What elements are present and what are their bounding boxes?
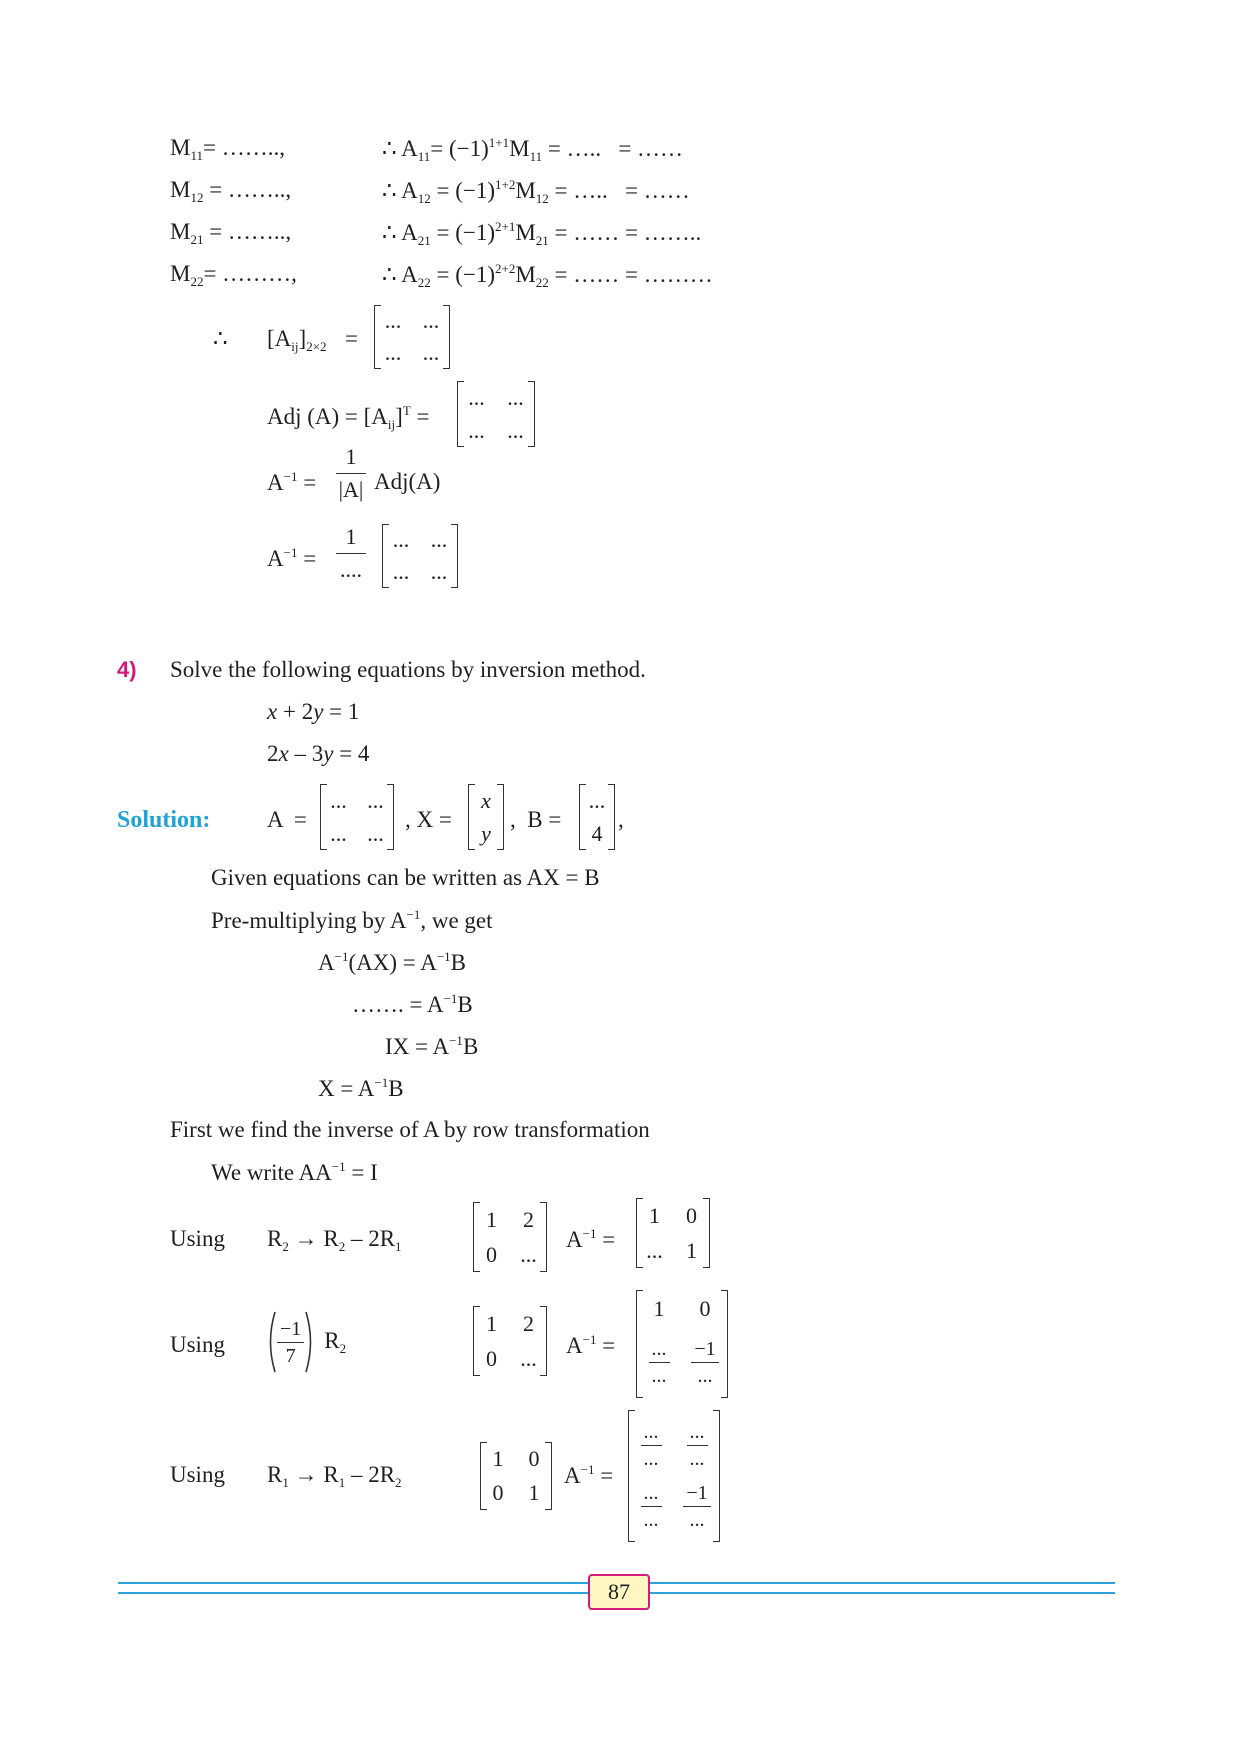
cofactor-a11-line: ∴ $A_{11}= (-1)^{1+1}M_{11}$ = ….. = ……: [382, 135, 684, 164]
solution-label: Solution:: [117, 807, 211, 833]
matrix-cell-fraction: $\frac{...}{...}$: [649, 1339, 670, 1386]
left-paren-icon: [265, 1310, 277, 1374]
question-number: 4): [117, 657, 137, 682]
adj-a-text: Adj(A): [374, 469, 441, 494]
step-1: $A^{-1}(AX) = A^{-1}B$: [318, 949, 467, 975]
matrix-cell: ...: [588, 787, 606, 813]
matrix-cell: ...: [384, 340, 402, 365]
row-operation-1: $R_2 \to R_2 - 2R_1$: [267, 1226, 402, 1254]
row-operation-3: $R_1 \to R_1 - 2R_2$: [267, 1462, 402, 1490]
ainv-label-2: $A^{-1}$ =: [566, 1332, 616, 1358]
inverse-result-fraction: [336, 526, 366, 581]
left-matrix-1: [473, 1202, 547, 1272]
right-matrix-2: [636, 1290, 728, 1398]
matrix-cell-fraction: $\frac{...}{...}$: [641, 1422, 662, 1469]
matrix-cell: ...: [330, 820, 347, 846]
matrix-cell: ...: [384, 308, 402, 333]
step-4: $X = A^{-1}B$: [318, 1075, 404, 1101]
using-label: Using: [170, 1332, 225, 1357]
adj-matrix: [457, 381, 535, 447]
matrix-cell-fraction: $\frac{...}{...}$: [641, 1483, 662, 1530]
matrix-cell: ...: [646, 1237, 663, 1263]
matrix-cell: 1: [492, 1446, 504, 1471]
matrix-cell: ...: [507, 417, 524, 443]
matrix-cell: 1: [486, 1206, 497, 1232]
minor-m11-line: $M_{11}=$ ……..,: [170, 135, 285, 163]
matrix-cell: ...: [330, 787, 347, 813]
cofactor-a21-line: ∴ $A_{21} = (-1)^{2+1}M_{21}$ = …… = ……..: [382, 219, 702, 248]
row-transformation-text: First we find the inverse of A by row transformation: [170, 1117, 650, 1142]
therefore-symbol: ∴: [213, 326, 228, 351]
given-text: Given equations can be written as AX = B: [211, 865, 600, 890]
minor-m12-line: $M_{12}$ = ……..,: [170, 177, 292, 205]
matrix-cell: ...: [430, 527, 448, 552]
right-matrix-3: [628, 1410, 720, 1542]
matrix-cell: 0: [686, 1202, 697, 1228]
matrix-cell: x: [481, 787, 491, 813]
matrix-cell: 0: [486, 1241, 497, 1267]
matrix-cell: 0: [528, 1446, 540, 1471]
cofactor-a12-line: ∴ $A_{12} = (-1)^{1+2}M_{12}$ = ….. = ……: [382, 177, 690, 206]
inverse-fraction: [336, 446, 366, 501]
matrix-cell: ...: [367, 787, 384, 813]
matrix-b-comma: ,: [618, 807, 624, 832]
fraction-denominator: ....: [340, 557, 362, 582]
fraction-numerator: 1: [345, 444, 357, 469]
matrix-cell: 0: [699, 1296, 711, 1321]
minor-m21-line: $M_{21}$ = ……..,: [170, 219, 292, 247]
matrix-cell: 2: [523, 1310, 534, 1336]
matrix-cell: ...: [392, 527, 410, 552]
page-number: 87: [588, 1574, 650, 1610]
inverse-result-lhs: $A^{-1}$ =: [267, 545, 317, 571]
matrix-cell: ...: [468, 417, 485, 443]
left-matrix-2: [473, 1306, 547, 1376]
right-paren-icon: [304, 1310, 316, 1374]
premultiply-text: Pre-multiplying by $A^{-1}$, we get: [211, 907, 493, 933]
equation-1: x + 2y = 1: [267, 699, 360, 724]
left-matrix-3: [480, 1442, 552, 1510]
cofactor-a22-line: ∴ $A_{22} = (-1)^{2+2}M_{22}$ = …… = ………: [382, 261, 713, 290]
step-2: ……. = $A^{-1}B$: [352, 991, 473, 1017]
aij-matrix: [374, 305, 450, 369]
adj-equation: Adj $(A) = [A_{ij}]^T$ =: [267, 403, 430, 432]
ainv-label-3: $A^{-1}$ =: [564, 1462, 614, 1488]
matrix-cell: ...: [468, 384, 485, 410]
matrix-cell: y: [481, 820, 491, 846]
scalar-fraction: $\frac{-1}{7}$: [277, 1319, 304, 1366]
matrix-cell: ...: [507, 384, 524, 410]
using-label: Using: [170, 1462, 225, 1487]
row-operation-2: $\frac{-1}{7}$ $R_2$: [265, 1310, 346, 1374]
matrix-cell-fraction: $\frac{...}{...}$: [687, 1422, 708, 1469]
matrix-cell: 4: [591, 820, 603, 846]
ainv-label-1: $A^{-1}$ =: [566, 1226, 616, 1252]
matrix-cell: ...: [367, 820, 384, 846]
matrix-b-label: , B =: [510, 807, 562, 832]
matrix-b: [579, 784, 615, 850]
matrix-cell-fraction: $\frac{-1}{...}$: [691, 1339, 718, 1386]
minor-m22-line: $M_{22}=$ ………,: [170, 261, 297, 289]
matrix-cell: 1: [528, 1480, 540, 1505]
matrix-a-label: A =: [267, 807, 307, 832]
matrix-a: [320, 784, 394, 850]
matrix-cell: ...: [392, 559, 410, 584]
fraction-numerator: 1: [345, 524, 357, 549]
matrix-cell: ...: [430, 559, 448, 584]
matrix-cell: 1: [486, 1310, 497, 1336]
inverse-formula-lhs: $A^{-1}$ =: [267, 469, 317, 495]
fraction-denominator: |A|: [338, 477, 364, 502]
matrix-x: [468, 784, 504, 850]
matrix-cell: ...: [422, 340, 440, 365]
matrix-cell: 1: [653, 1296, 665, 1321]
matrix-cell: ...: [422, 308, 440, 333]
matrix-cell: ...: [520, 1345, 537, 1371]
question-text: Solve the following equations by inversion method.: [170, 657, 646, 682]
matrix-cell: ...: [520, 1241, 537, 1267]
right-matrix-1: [636, 1198, 710, 1268]
step-3: IX = $A^{-1}B$: [385, 1033, 479, 1059]
using-label: Using: [170, 1226, 225, 1251]
matrix-cell: 2: [523, 1206, 534, 1232]
aij-label: $[A_{ij}]_{2\times 2}$: [267, 326, 327, 354]
matrix-cell: 1: [649, 1202, 660, 1228]
matrix-cell: 0: [492, 1480, 504, 1505]
equation-2: 2x – 3y = 4: [267, 741, 370, 766]
aij-equals: =: [345, 326, 358, 351]
matrix-cell: 1: [686, 1237, 697, 1263]
matrix-x-label: , X =: [405, 807, 452, 832]
inverse-result-matrix: [382, 524, 458, 588]
write-text: We write $AA^{-1} = I$: [211, 1159, 378, 1185]
matrix-cell: 0: [486, 1345, 497, 1371]
matrix-cell-fraction: $\frac{-1}{...}$: [683, 1483, 710, 1530]
